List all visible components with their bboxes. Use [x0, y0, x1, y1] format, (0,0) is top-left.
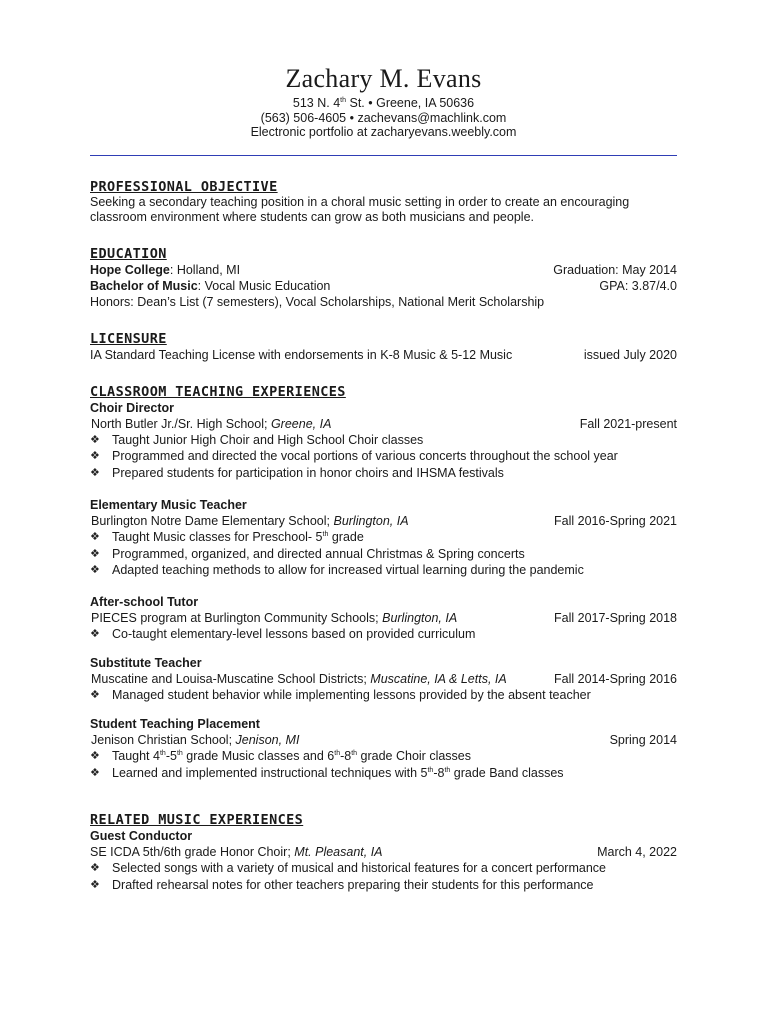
section-title-licensure: LICENSURE [90, 330, 167, 347]
list-item: ❖ Taught Junior High Choir and High School Choir classes [90, 432, 424, 447]
list-item: ❖ Programmed and directed the vocal portions of various concerts throughout the school year [90, 449, 618, 464]
entry-student-teaching [90, 716, 677, 782]
diamond-bullet-icon: ❖ [90, 547, 100, 560]
header-divider [90, 155, 677, 156]
role-org-row: Muscatine and Louisa-Muscatine School Districts; Muscatine, IA & Letts, IA Fall 2014-Spring 2016 [91, 672, 677, 687]
list-item: ❖ Co-taught elementary-level lessons based on provided curriculum [90, 627, 476, 642]
list-item: ❖ Programmed, organized, and directed annual Christmas & Spring concerts [90, 546, 525, 561]
diamond-bullet-icon: ❖ [90, 450, 100, 463]
diamond-bullet-icon: ❖ [90, 564, 100, 577]
entry-after-school-tutor [90, 594, 677, 643]
diamond-bullet-icon: ❖ [90, 879, 100, 892]
section-title-objective: PROFESSIONAL OBJECTIVE [90, 178, 278, 195]
diamond-bullet-icon: ❖ [90, 433, 100, 446]
role-org-row: Jenison Christian School; Jenison, MI Spring 2014 [91, 732, 677, 747]
role-title: Substitute Teacher [90, 656, 202, 671]
graduation-date: Graduation: May 2014 [553, 262, 677, 277]
list-item: ❖ Taught 4th-5th grade Music classes and 6th-8th grade Choir classes [90, 748, 472, 763]
role-date: March 4, 2022 [597, 845, 677, 860]
section-title-education: EDUCATION [90, 245, 167, 262]
list-item: ❖ Learned and implemented instructional techniques with 5th-8th grade Band classes [90, 765, 564, 780]
diamond-bullet-icon: ❖ [90, 749, 100, 762]
role-date: Fall 2014-Spring 2016 [554, 672, 677, 687]
gpa: GPA: 3.87/4.0 [599, 278, 677, 293]
diamond-bullet-icon: ❖ [90, 689, 100, 702]
entry-guest-conductor [90, 828, 677, 894]
role-org-row: Burlington Notre Dame Elementary School; Burlington, IA Fall 2016-Spring 2021 [91, 513, 677, 528]
bullet-list [90, 626, 677, 643]
diamond-bullet-icon: ❖ [90, 467, 100, 480]
resume-page [90, 62, 677, 894]
role-title: Student Teaching Placement [90, 716, 260, 731]
list-item: ❖ Drafted rehearsal notes for other teachers preparing their students for this performance [90, 878, 594, 893]
objective-text: Seeking a secondary teaching position in a choral music setting in order to create an encouraging classroom environment where students can grow as both musicians and people. [90, 194, 630, 224]
entry-choir-director [90, 400, 677, 482]
role-title: After-school Tutor [90, 595, 199, 610]
candidate-name: Zachary M. Evans [285, 64, 482, 93]
diamond-bullet-icon: ❖ [90, 530, 100, 543]
role-date: Spring 2014 [609, 732, 677, 747]
list-item: ❖ Adapted teaching methods to allow for increased virtual learning during the pandemic [90, 563, 584, 578]
section-title-related: RELATED MUSIC EXPERIENCES [90, 812, 304, 829]
diamond-bullet-icon: ❖ [90, 766, 100, 779]
bullet-list [90, 748, 677, 782]
bullet-list [90, 432, 677, 482]
diamond-bullet-icon: ❖ [90, 628, 100, 641]
role-date: Fall 2017-Spring 2018 [554, 611, 677, 626]
license-date: issued July 2020 [583, 347, 677, 362]
bullet-list [90, 687, 677, 704]
honors: Honors: Dean’s List (7 semesters), Vocal Scholarships, National Merit Scholarship [90, 294, 545, 309]
portfolio-line: Electronic portfolio at zacharyevans.weebly.com [250, 125, 517, 139]
education-degree-row [90, 278, 677, 294]
entry-substitute-teacher [90, 655, 677, 704]
license-text: IA Standard Teaching License with endorsements in K-8 Music & 5-12 Music [90, 347, 513, 362]
resume-header [90, 62, 677, 140]
bullet-list [90, 860, 677, 894]
role-title: Choir Director [90, 400, 175, 415]
role-title: Elementary Music Teacher [90, 497, 247, 512]
list-item: ❖ Prepared students for participation in honor choirs and IHSMA festivals [90, 466, 504, 481]
role-date: Fall 2021-present [579, 416, 677, 431]
degree-major: : Vocal Music Education [197, 278, 331, 293]
education-honors-row [90, 294, 677, 310]
degree-name: Bachelor of Music [90, 278, 198, 293]
education-school-row [90, 262, 677, 278]
diamond-bullet-icon: ❖ [90, 862, 100, 875]
list-item: ❖ Selected songs with a variety of musical and historical features for a concert performance [90, 861, 606, 876]
role-org-row: PIECES program at Burlington Community Schools; Burlington, IA Fall 2017-Spring 2018 [91, 611, 677, 626]
phone-email-line: (563) 506-4605 • zachevans@machlink.com [260, 110, 507, 125]
role-org-row: North Butler Jr./Sr. High School; Greene, IA Fall 2021-present [91, 416, 677, 431]
entry-elementary-music-teacher [90, 497, 677, 579]
role-org-row: SE ICDA 5th/6th grade Honor Choir; Mt. Pleasant, IA March 4, 2022 [90, 845, 677, 860]
school-location: : Holland, MI [169, 262, 241, 277]
list-item: ❖ Taught Music classes for Preschool- 5th grade [90, 529, 364, 544]
bullet-list [90, 529, 677, 579]
section-title-classroom: CLASSROOM TEACHING EXPERIENCES [90, 383, 346, 400]
role-title: Guest Conductor [90, 829, 193, 844]
school-name: Hope College [90, 262, 170, 277]
role-date: Fall 2016-Spring 2021 [554, 513, 677, 528]
licensure-row [90, 347, 677, 363]
list-item: ❖ Managed student behavior while implementing lessons provided by the absent teacher [90, 688, 591, 703]
address-line: 513 N. 4th St. • Greene, IA 50636 [292, 96, 475, 110]
